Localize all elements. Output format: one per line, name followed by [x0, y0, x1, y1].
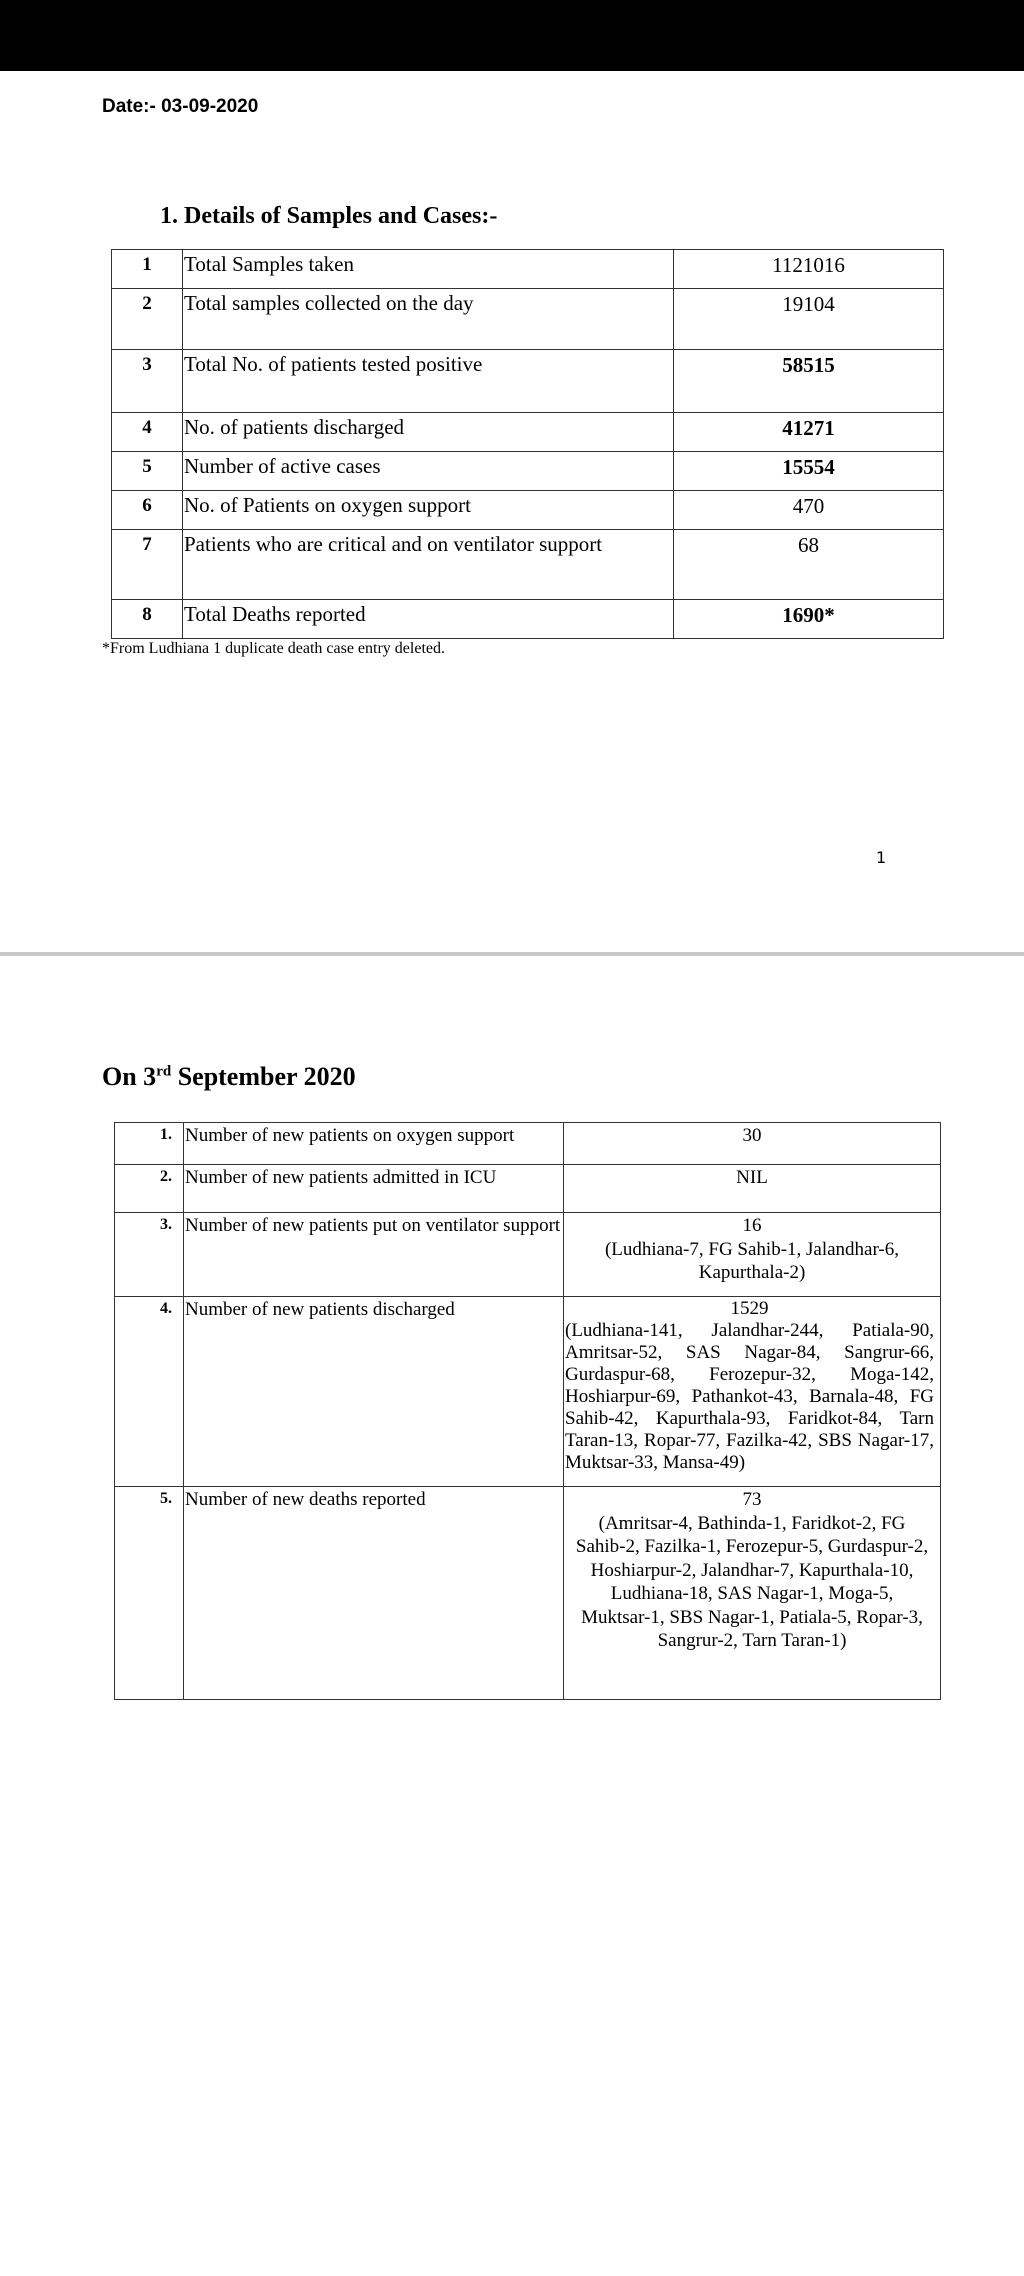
row-number: 5 — [112, 452, 183, 491]
daily-update-table — [114, 1122, 941, 1700]
row-value: 19104 — [674, 289, 944, 350]
table-row — [115, 1297, 941, 1487]
table-row — [115, 1213, 941, 1297]
page-divider — [0, 952, 1024, 956]
heading-text: On 3 — [102, 1062, 157, 1091]
row-label: Number of new deaths reported — [184, 1487, 564, 1700]
row-number: 2 — [112, 289, 183, 350]
table-row — [115, 1487, 941, 1700]
heading-text: September 2020 — [171, 1062, 356, 1091]
row-value: 15554 — [674, 452, 944, 491]
row-value: 30 — [564, 1123, 941, 1165]
samples-cases-table — [111, 249, 944, 639]
row-label: No. of patients discharged — [183, 413, 674, 452]
table-row — [115, 1165, 941, 1213]
top-black-bar — [0, 0, 1024, 71]
row-value: 58515 — [674, 350, 944, 413]
row-value: 470 — [674, 491, 944, 530]
row-value: NIL — [564, 1165, 941, 1213]
table-row — [112, 289, 944, 350]
row-number: 6 — [112, 491, 183, 530]
row-label: Total Deaths reported — [183, 600, 674, 639]
page-number: 1 — [876, 848, 887, 867]
row-value: 41271 — [674, 413, 944, 452]
row-label: No. of Patients on oxygen support — [183, 491, 674, 530]
section2-heading — [102, 1062, 356, 1092]
row-value-cell — [564, 1487, 941, 1700]
row-value: 73 — [742, 1489, 762, 1510]
row-value-cell — [564, 1297, 941, 1487]
row-label: Total Samples taken — [183, 250, 674, 289]
row-number: 4 — [112, 413, 183, 452]
row-detail: (Ludhiana-7, FG Sahib-1, Jalandhar-6, Kapurthala-2) — [604, 1238, 900, 1283]
table-row — [112, 452, 944, 491]
row-detail: (Amritsar-4, Bathinda-1, Faridkot-2, FG Sahib-2, Fazilka-1, Ferozepur-5, Gurdaspur-2, Hoshiarpur-2, Jalandhar-7, Kapurthala-10, Ludhiana-18, SAS Nagar-1, Moga-5, Muktsar-1, SBS Nagar-1, Patiala-5, Ropar-3, Sangrur-2, Tarn Taran-1) — [575, 1512, 929, 1651]
row-detail: (Ludhiana-141, Jalandhar-244, Patiala-90, Amritsar-52, SAS Nagar-84, Sangrur-66, Gurdaspur-68, Ferozepur-32, Moga-142, Hoshiarpur-69, Pathankot-43, Barnala-48, FG Sahib-42, Kapurthala-93, Faridkot-84, Tarn Taran-13, Ropar-77, Fazilka-42, SBS Nagar-17, Muktsar-33, Mansa-49) — [565, 1320, 934, 1473]
row-number: 5. — [115, 1487, 184, 1700]
row-number: 7 — [112, 530, 183, 600]
row-number: 3 — [112, 350, 183, 413]
row-label: Patients who are critical and on ventilator support — [183, 530, 674, 600]
row-label: Total samples collected on the day — [183, 289, 674, 350]
row-number: 1 — [112, 250, 183, 289]
section1-heading: 1. Details of Samples and Cases:- — [160, 203, 498, 229]
table-row — [112, 600, 944, 639]
row-label: Number of active cases — [183, 452, 674, 491]
row-value-cell — [564, 1213, 941, 1297]
row-value: 1529 — [730, 1298, 769, 1319]
table-row — [112, 250, 944, 289]
row-value: 68 — [674, 530, 944, 600]
table-row — [115, 1123, 941, 1165]
row-number: 8 — [112, 600, 183, 639]
row-number: 1. — [115, 1123, 184, 1165]
row-number: 3. — [115, 1213, 184, 1297]
row-label: Total No. of patients tested positive — [183, 350, 674, 413]
table-row — [112, 350, 944, 413]
heading-superscript: rd — [156, 1063, 172, 1080]
row-value: 1690* — [674, 600, 944, 639]
row-label: Number of new patients on oxygen support — [184, 1123, 564, 1165]
row-number: 4. — [115, 1297, 184, 1487]
row-number: 2. — [115, 1165, 184, 1213]
row-value: 1121016 — [674, 250, 944, 289]
row-value: 16 — [742, 1215, 762, 1236]
footnote: *From Ludhiana 1 duplicate death case entry deleted. — [102, 640, 445, 657]
table-row — [112, 530, 944, 600]
row-label: Number of new patients put on ventilator support — [184, 1213, 564, 1297]
table-row — [112, 413, 944, 452]
table-row — [112, 491, 944, 530]
row-label: Number of new patients admitted in ICU — [184, 1165, 564, 1213]
row-label: Number of new patients discharged — [184, 1297, 564, 1487]
report-date: Date:- 03-09-2020 — [102, 96, 259, 117]
